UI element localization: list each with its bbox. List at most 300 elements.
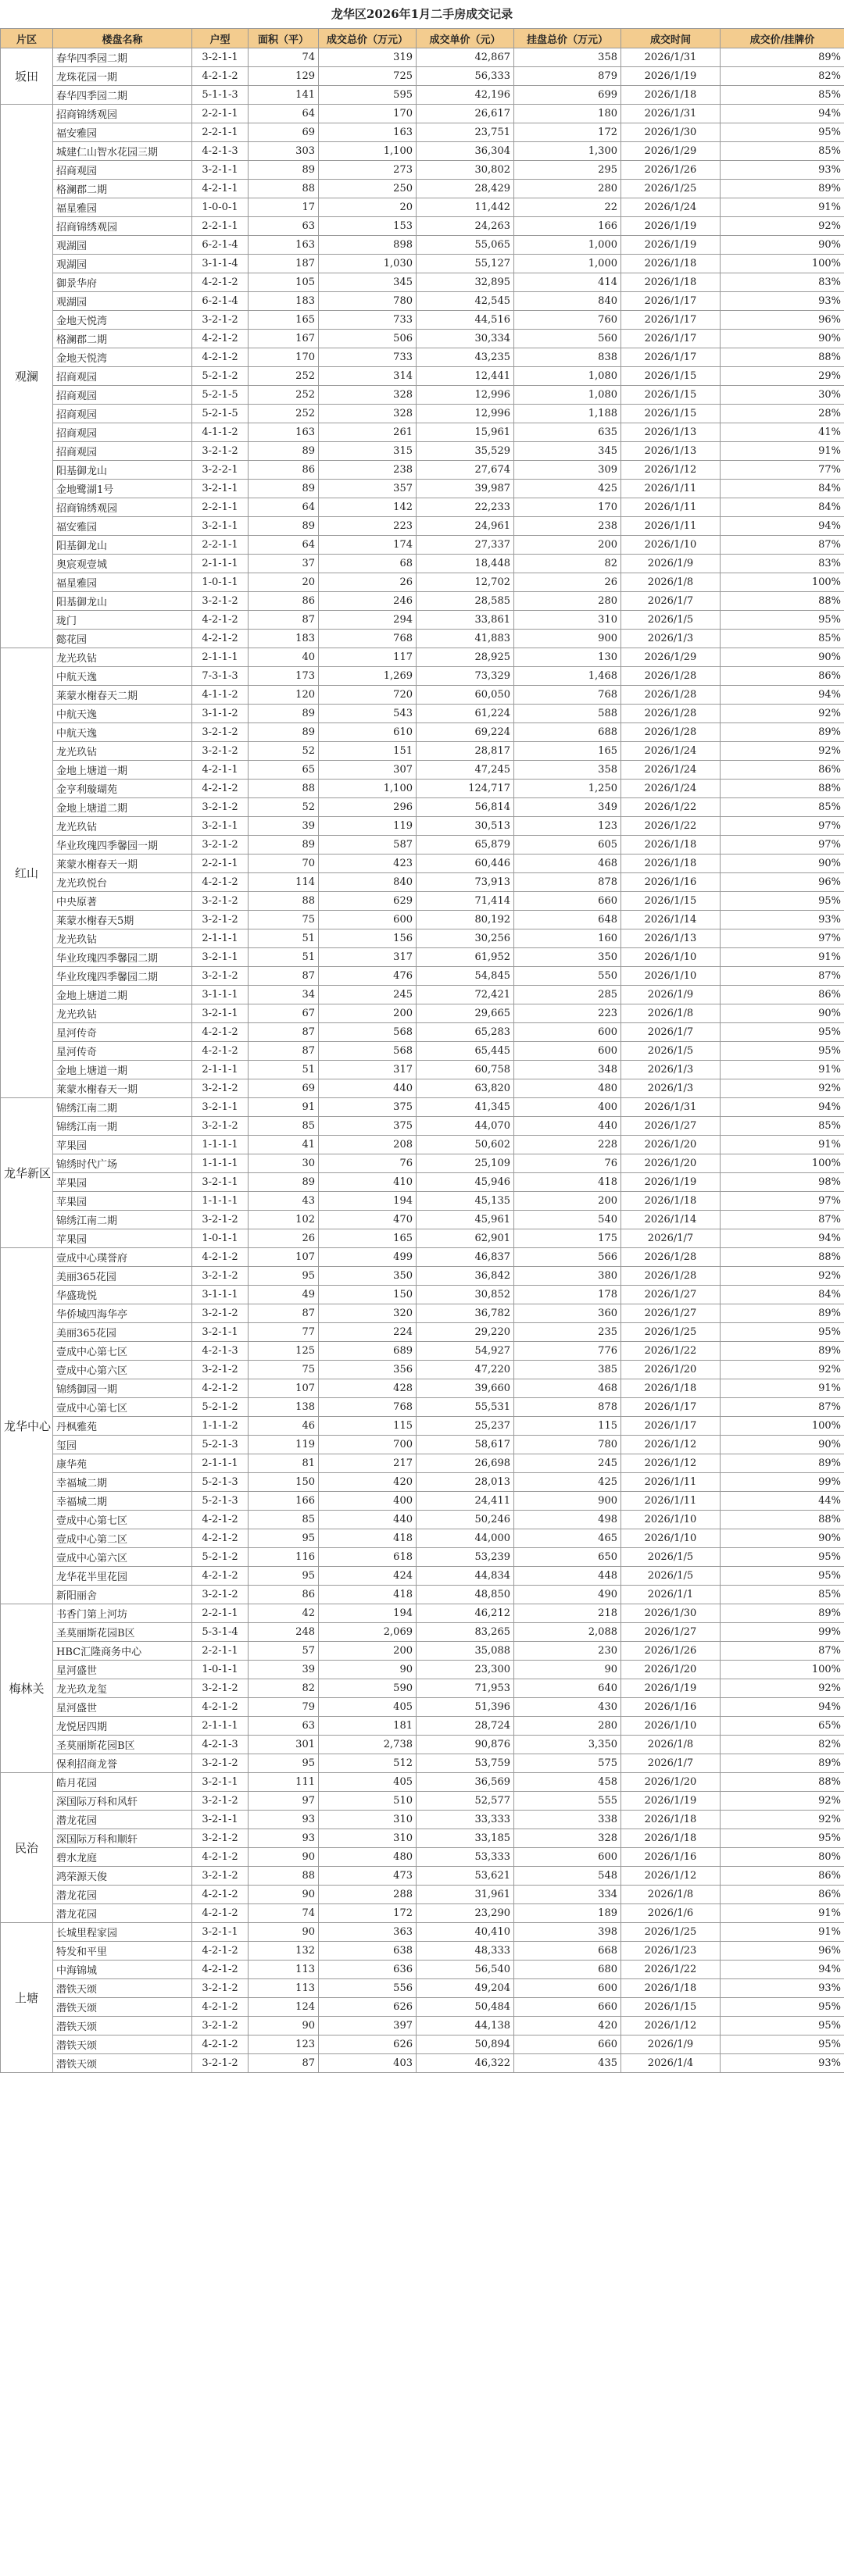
unit-price-cell: 35,088: [417, 1642, 514, 1661]
district-cell: 观澜: [1, 105, 53, 648]
total-price-cell: 319: [319, 48, 417, 67]
deal-date-cell: 2026/1/18: [621, 255, 721, 273]
listing-price-cell: 776: [514, 1342, 621, 1361]
table-row: [1, 1604, 844, 1623]
estate-name-cell: 潜铁天颂: [53, 1979, 192, 1998]
total-price-cell: 400: [319, 1492, 417, 1511]
total-price-cell: 76: [319, 1154, 417, 1173]
deal-date-cell: 2026/1/3: [621, 1061, 721, 1079]
estate-name-cell: 中航天逸: [53, 723, 192, 742]
estate-name-cell: 壹成中心第二区: [53, 1529, 192, 1548]
deal-date-cell: 2026/1/17: [621, 1398, 721, 1417]
layout-cell: 4-2-1-2: [192, 1567, 249, 1586]
area-cell: 85: [249, 1511, 319, 1529]
total-price-cell: 733: [319, 311, 417, 330]
deal-ratio-cell: 92%: [721, 1811, 844, 1829]
listing-price-cell: 635: [514, 423, 621, 442]
area-cell: 163: [249, 236, 319, 255]
unit-price-cell: 30,852: [417, 1286, 514, 1304]
header-listing-price: 挂盘总价（万元）: [514, 29, 621, 48]
deal-date-cell: 2026/1/18: [621, 1829, 721, 1848]
layout-cell: 4-2-1-2: [192, 273, 249, 292]
estate-name-cell: 龙悦居四期: [53, 1717, 192, 1736]
area-cell: 64: [249, 498, 319, 517]
deal-date-cell: 2026/1/14: [621, 1211, 721, 1229]
layout-cell: 4-1-1-2: [192, 423, 249, 442]
estate-name-cell: 壹成中心璞誉府: [53, 1248, 192, 1267]
unit-price-cell: 52,577: [417, 1792, 514, 1811]
estate-name-cell: 潜铁天颂: [53, 1998, 192, 2017]
table-row: [1, 761, 844, 780]
area-cell: 124: [249, 1998, 319, 2017]
deal-date-cell: 2026/1/14: [621, 911, 721, 929]
deal-ratio-cell: 92%: [721, 1079, 844, 1098]
estate-name-cell: 招商锦绣观园: [53, 217, 192, 236]
deal-date-cell: 2026/1/4: [621, 2054, 721, 2073]
table-row: [1, 461, 844, 480]
unit-price-cell: 47,245: [417, 761, 514, 780]
estate-name-cell: 春华四季园二期: [53, 86, 192, 105]
area-cell: 40: [249, 648, 319, 667]
unit-price-cell: 47,220: [417, 1361, 514, 1379]
unit-price-cell: 49,204: [417, 1979, 514, 1998]
total-price-cell: 610: [319, 723, 417, 742]
table-row: [1, 1286, 844, 1304]
deal-ratio-cell: 96%: [721, 1942, 844, 1961]
deal-date-cell: 2026/1/15: [621, 892, 721, 911]
listing-price-cell: 285: [514, 986, 621, 1004]
layout-cell: 3-2-1-2: [192, 592, 249, 611]
area-cell: 52: [249, 798, 319, 817]
total-price-cell: 480: [319, 1848, 417, 1867]
estate-name-cell: 深国际万科和风轩: [53, 1792, 192, 1811]
header-layout: 户型: [192, 29, 249, 48]
estate-name-cell: 壹成中心第七区: [53, 1342, 192, 1361]
header-deal-date: 成交时间: [621, 29, 721, 48]
table-row: [1, 1061, 844, 1079]
layout-cell: 2-2-1-1: [192, 123, 249, 142]
layout-cell: 5-2-1-5: [192, 405, 249, 423]
area-cell: 64: [249, 105, 319, 123]
deal-ratio-cell: 97%: [721, 929, 844, 948]
estate-name-cell: 中海锦城: [53, 1961, 192, 1979]
deal-date-cell: 2026/1/23: [621, 1942, 721, 1961]
table-row: [1, 1961, 844, 1979]
unit-price-cell: 41,345: [417, 1098, 514, 1117]
table-row: [1, 105, 844, 123]
deal-ratio-cell: 92%: [721, 1792, 844, 1811]
unit-price-cell: 39,660: [417, 1379, 514, 1398]
layout-cell: 3-2-1-1: [192, 1323, 249, 1342]
deal-date-cell: 2026/1/9: [621, 2035, 721, 2054]
listing-price-cell: 348: [514, 1061, 621, 1079]
layout-cell: 4-2-1-2: [192, 2035, 249, 2054]
total-price-cell: 626: [319, 1998, 417, 2017]
layout-cell: 2-1-1-1: [192, 1454, 249, 1473]
estate-name-cell: 潜铁天颂: [53, 2035, 192, 2054]
unit-price-cell: 23,751: [417, 123, 514, 142]
deal-date-cell: 2026/1/18: [621, 1979, 721, 1998]
deal-date-cell: 2026/1/20: [621, 1154, 721, 1173]
area-cell: 105: [249, 273, 319, 292]
table-row: [1, 405, 844, 423]
unit-price-cell: 73,329: [417, 667, 514, 686]
total-price-cell: 20: [319, 198, 417, 217]
listing-price-cell: 82: [514, 555, 621, 573]
deal-ratio-cell: 85%: [721, 1586, 844, 1604]
area-cell: 111: [249, 1773, 319, 1792]
estate-name-cell: 书香门第上河坊: [53, 1604, 192, 1623]
table-row: [1, 1567, 844, 1586]
layout-cell: 3-2-1-2: [192, 798, 249, 817]
listing-price-cell: 468: [514, 855, 621, 873]
unit-price-cell: 28,724: [417, 1717, 514, 1736]
table-row: [1, 686, 844, 705]
total-price-cell: 2,069: [319, 1623, 417, 1642]
unit-price-cell: 26,617: [417, 105, 514, 123]
deal-ratio-cell: 100%: [721, 573, 844, 592]
listing-price-cell: 768: [514, 686, 621, 705]
listing-price-cell: 22: [514, 198, 621, 217]
table-row: [1, 348, 844, 367]
deal-ratio-cell: 91%: [721, 1379, 844, 1398]
total-price-cell: 356: [319, 1361, 417, 1379]
area-cell: 17: [249, 198, 319, 217]
deal-ratio-cell: 94%: [721, 1698, 844, 1717]
table-row: [1, 255, 844, 273]
deal-date-cell: 2026/1/5: [621, 1042, 721, 1061]
listing-price-cell: 425: [514, 1473, 621, 1492]
table-row: [1, 217, 844, 236]
unit-price-cell: 29,665: [417, 1004, 514, 1023]
header-total-price: 成交总价（万元）: [319, 29, 417, 48]
deal-date-cell: 2026/1/22: [621, 1342, 721, 1361]
table-row: [1, 592, 844, 611]
deal-ratio-cell: 86%: [721, 761, 844, 780]
listing-price-cell: 1,000: [514, 236, 621, 255]
deal-date-cell: 2026/1/15: [621, 367, 721, 386]
area-cell: 75: [249, 911, 319, 929]
area-cell: 46: [249, 1417, 319, 1436]
estate-name-cell: 碧水龙庭: [53, 1848, 192, 1867]
area-cell: 64: [249, 536, 319, 555]
unit-price-cell: 71,953: [417, 1679, 514, 1698]
listing-price-cell: 418: [514, 1173, 621, 1192]
listing-price-cell: 380: [514, 1267, 621, 1286]
unit-price-cell: 50,602: [417, 1136, 514, 1154]
estate-name-cell: 星河传奇: [53, 1042, 192, 1061]
estate-name-cell: 圣莫丽斯花园B区: [53, 1736, 192, 1754]
estate-name-cell: 星河盛世: [53, 1698, 192, 1717]
total-price-cell: 410: [319, 1173, 417, 1192]
district-cell: 龙华中心: [1, 1248, 53, 1604]
area-cell: 88: [249, 1867, 319, 1886]
listing-price-cell: 420: [514, 2017, 621, 2035]
deal-ratio-cell: 100%: [721, 1661, 844, 1679]
deal-date-cell: 2026/1/19: [621, 1679, 721, 1698]
total-price-cell: 689: [319, 1342, 417, 1361]
estate-name-cell: 招商观园: [53, 442, 192, 461]
unit-price-cell: 65,445: [417, 1042, 514, 1061]
total-price-cell: 1,100: [319, 780, 417, 798]
area-cell: 95: [249, 1567, 319, 1586]
area-cell: 81: [249, 1454, 319, 1473]
listing-price-cell: 648: [514, 911, 621, 929]
table-row: [1, 1829, 844, 1848]
layout-cell: 4-2-1-3: [192, 142, 249, 161]
deal-ratio-cell: 89%: [721, 1604, 844, 1623]
listing-price-cell: 3,350: [514, 1736, 621, 1754]
estate-name-cell: 福安雅园: [53, 123, 192, 142]
unit-price-cell: 33,861: [417, 611, 514, 630]
layout-cell: 3-2-1-2: [192, 311, 249, 330]
total-price-cell: 165: [319, 1229, 417, 1248]
deal-date-cell: 2026/1/11: [621, 480, 721, 498]
layout-cell: 5-2-1-3: [192, 1436, 249, 1454]
deal-ratio-cell: 99%: [721, 1473, 844, 1492]
table-row: [1, 1267, 844, 1286]
total-price-cell: 405: [319, 1698, 417, 1717]
deal-date-cell: 2026/1/15: [621, 405, 721, 423]
estate-name-cell: 潜龙花园: [53, 1886, 192, 1904]
area-cell: 95: [249, 1529, 319, 1548]
area-cell: 51: [249, 929, 319, 948]
layout-cell: 5-2-1-2: [192, 1548, 249, 1567]
area-cell: 89: [249, 836, 319, 855]
unit-price-cell: 44,070: [417, 1117, 514, 1136]
deal-date-cell: 2026/1/5: [621, 1548, 721, 1567]
table-row: [1, 1117, 844, 1136]
area-cell: 170: [249, 348, 319, 367]
listing-price-cell: 309: [514, 461, 621, 480]
deal-date-cell: 2026/1/8: [621, 573, 721, 592]
unit-price-cell: 45,961: [417, 1211, 514, 1229]
deal-ratio-cell: 87%: [721, 1398, 844, 1417]
table-row: [1, 86, 844, 105]
deal-date-cell: 2026/1/31: [621, 1098, 721, 1117]
estate-name-cell: 华业玫瑰四季馨园二期: [53, 948, 192, 967]
deal-ratio-cell: 65%: [721, 1717, 844, 1736]
total-price-cell: 618: [319, 1548, 417, 1567]
unit-price-cell: 36,569: [417, 1773, 514, 1792]
table-row: [1, 1248, 844, 1267]
table-header-row: [1, 29, 844, 48]
total-price-cell: 587: [319, 836, 417, 855]
deal-date-cell: 2026/1/22: [621, 1961, 721, 1979]
unit-price-cell: 53,239: [417, 1548, 514, 1567]
deal-ratio-cell: 94%: [721, 686, 844, 705]
table-row: [1, 2017, 844, 2035]
unit-price-cell: 56,333: [417, 67, 514, 86]
total-price-cell: 117: [319, 648, 417, 667]
table-row: [1, 948, 844, 967]
area-cell: 74: [249, 48, 319, 67]
deal-date-cell: 2026/1/12: [621, 1867, 721, 1886]
deal-date-cell: 2026/1/7: [621, 1229, 721, 1248]
deal-ratio-cell: 90%: [721, 648, 844, 667]
layout-cell: 4-1-1-2: [192, 686, 249, 705]
deal-date-cell: 2026/1/26: [621, 1642, 721, 1661]
deal-ratio-cell: 97%: [721, 836, 844, 855]
unit-price-cell: 63,820: [417, 1079, 514, 1098]
deal-date-cell: 2026/1/8: [621, 1886, 721, 1904]
estate-name-cell: 观湖园: [53, 236, 192, 255]
unit-price-cell: 36,842: [417, 1267, 514, 1286]
area-cell: 49: [249, 1286, 319, 1304]
deal-ratio-cell: 89%: [721, 1304, 844, 1323]
listing-price-cell: 878: [514, 873, 621, 892]
unit-price-cell: 42,545: [417, 292, 514, 311]
estate-name-cell: 星河传奇: [53, 1023, 192, 1042]
deal-ratio-cell: 88%: [721, 1511, 844, 1529]
deal-date-cell: 2026/1/16: [621, 1698, 721, 1717]
estate-name-cell: 潜铁天颂: [53, 2017, 192, 2035]
layout-cell: 3-2-1-2: [192, 1211, 249, 1229]
deal-ratio-cell: 91%: [721, 948, 844, 967]
layout-cell: 4-2-1-2: [192, 348, 249, 367]
estate-name-cell: 城建仁山智水花园三期: [53, 142, 192, 161]
deal-date-cell: 2026/1/11: [621, 1492, 721, 1511]
deal-ratio-cell: 96%: [721, 311, 844, 330]
unit-price-cell: 28,585: [417, 592, 514, 611]
deal-ratio-cell: 86%: [721, 986, 844, 1004]
listing-price-cell: 230: [514, 1642, 621, 1661]
table-row: [1, 1304, 844, 1323]
total-price-cell: 1,269: [319, 667, 417, 686]
deal-date-cell: 2026/1/26: [621, 161, 721, 180]
deal-ratio-cell: 84%: [721, 480, 844, 498]
listing-price-cell: 780: [514, 1436, 621, 1454]
deal-ratio-cell: 80%: [721, 1848, 844, 1867]
unit-price-cell: 28,817: [417, 742, 514, 761]
table-row: [1, 330, 844, 348]
table-row: [1, 555, 844, 573]
unit-price-cell: 90,876: [417, 1736, 514, 1754]
deal-date-cell: 2026/1/10: [621, 1717, 721, 1736]
layout-cell: 3-2-1-2: [192, 892, 249, 911]
area-cell: 67: [249, 1004, 319, 1023]
layout-cell: 7-3-1-3: [192, 667, 249, 686]
unit-price-cell: 12,441: [417, 367, 514, 386]
total-price-cell: 1,030: [319, 255, 417, 273]
unit-price-cell: 51,396: [417, 1698, 514, 1717]
header-area: 面积（平）: [249, 29, 319, 48]
deal-ratio-cell: 93%: [721, 1979, 844, 1998]
area-cell: 129: [249, 67, 319, 86]
area-cell: 57: [249, 1642, 319, 1661]
listing-price-cell: 358: [514, 48, 621, 67]
area-cell: 93: [249, 1811, 319, 1829]
table-row: [1, 1454, 844, 1473]
listing-price-cell: 660: [514, 2035, 621, 2054]
estate-name-cell: 莱蒙水榭春天5期: [53, 911, 192, 929]
estate-name-cell: 金地上塘道二期: [53, 986, 192, 1004]
table-row: [1, 161, 844, 180]
total-price-cell: 163: [319, 123, 417, 142]
deal-ratio-cell: 88%: [721, 592, 844, 611]
area-cell: 173: [249, 667, 319, 686]
estate-name-cell: 锦绣江南二期: [53, 1211, 192, 1229]
estate-name-cell: 潜铁天颂: [53, 2054, 192, 2073]
deal-ratio-cell: 92%: [721, 705, 844, 723]
listing-price-cell: 425: [514, 480, 621, 498]
deal-date-cell: 2026/1/20: [621, 1661, 721, 1679]
total-price-cell: 375: [319, 1117, 417, 1136]
deal-ratio-cell: 90%: [721, 1436, 844, 1454]
layout-cell: 3-2-1-1: [192, 1173, 249, 1192]
layout-cell: 4-2-1-1: [192, 761, 249, 780]
unit-price-cell: 61,952: [417, 948, 514, 967]
deal-ratio-cell: 91%: [721, 1923, 844, 1942]
total-price-cell: 246: [319, 592, 417, 611]
layout-cell: 4-2-1-1: [192, 180, 249, 198]
total-price-cell: 310: [319, 1811, 417, 1829]
total-price-cell: 375: [319, 1098, 417, 1117]
table-row: [1, 1586, 844, 1604]
total-price-cell: 174: [319, 536, 417, 555]
estate-name-cell: 新阳丽舍: [53, 1586, 192, 1604]
estate-name-cell: 福星雅园: [53, 573, 192, 592]
layout-cell: 2-2-1-1: [192, 105, 249, 123]
estate-name-cell: 幸福城二期: [53, 1473, 192, 1492]
table-row: [1, 198, 844, 217]
layout-cell: 2-1-1-1: [192, 555, 249, 573]
listing-price-cell: 26: [514, 573, 621, 592]
listing-price-cell: 550: [514, 967, 621, 986]
deal-date-cell: 2026/1/16: [621, 873, 721, 892]
estate-name-cell: 招商锦绣观园: [53, 105, 192, 123]
area-cell: 89: [249, 480, 319, 498]
layout-cell: 5-2-1-3: [192, 1492, 249, 1511]
unit-price-cell: 73,913: [417, 873, 514, 892]
district-cell: 上塘: [1, 1923, 53, 2073]
listing-price-cell: 1,250: [514, 780, 621, 798]
deal-date-cell: 2026/1/5: [621, 611, 721, 630]
layout-cell: 4-2-1-2: [192, 1529, 249, 1548]
deal-date-cell: 2026/1/27: [621, 1117, 721, 1136]
deal-date-cell: 2026/1/18: [621, 86, 721, 105]
listing-price-cell: 840: [514, 292, 621, 311]
estate-name-cell: 锦绣江南一期: [53, 1117, 192, 1136]
listing-price-cell: 760: [514, 311, 621, 330]
area-cell: 252: [249, 386, 319, 405]
layout-cell: 4-2-1-2: [192, 1698, 249, 1717]
table-row: [1, 1098, 844, 1117]
deal-date-cell: 2026/1/13: [621, 423, 721, 442]
deal-ratio-cell: 89%: [721, 1342, 844, 1361]
listing-price-cell: 358: [514, 761, 621, 780]
layout-cell: 1-0-1-1: [192, 1229, 249, 1248]
area-cell: 165: [249, 311, 319, 330]
layout-cell: 5-2-1-5: [192, 386, 249, 405]
listing-price-cell: 189: [514, 1904, 621, 1923]
listing-price-cell: 235: [514, 1323, 621, 1342]
table-row: [1, 1698, 844, 1717]
layout-cell: 3-2-1-2: [192, 1304, 249, 1323]
estate-name-cell: 龙光玖钻: [53, 742, 192, 761]
deal-date-cell: 2026/1/20: [621, 1361, 721, 1379]
total-price-cell: 363: [319, 1923, 417, 1942]
listing-price-cell: 900: [514, 1492, 621, 1511]
estate-name-cell: 金地上塘道二期: [53, 798, 192, 817]
deal-date-cell: 2026/1/25: [621, 1923, 721, 1942]
deal-ratio-cell: 89%: [721, 1454, 844, 1473]
table-row: [1, 573, 844, 592]
deal-date-cell: 2026/1/28: [621, 667, 721, 686]
table-row: [1, 1492, 844, 1511]
listing-price-cell: 566: [514, 1248, 621, 1267]
area-cell: 82: [249, 1679, 319, 1698]
